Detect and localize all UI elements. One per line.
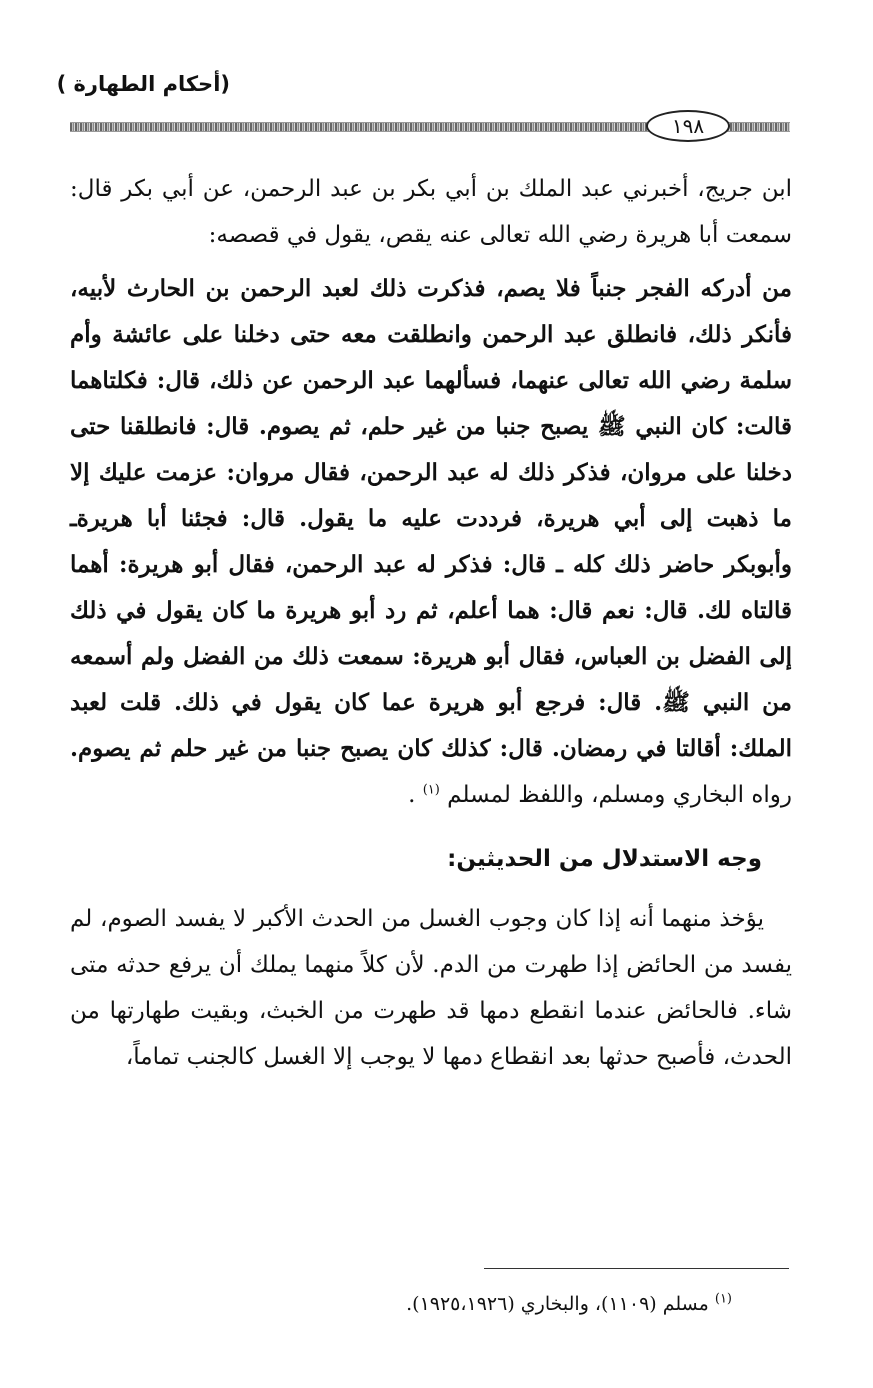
footnote-separator — [484, 1268, 789, 1269]
running-title: (أحكام الطهارة ) — [56, 72, 230, 96]
section-heading: وجه الاستدلال من الحديثين: — [447, 846, 762, 872]
paragraph-isnad: ابن جريج، أخبرني عبد الملك بن أبي بكر بن عبد الرحمن، عن أبي بكر قال: سمعت أبا هريرة رضي الله تعالى عنه يقص، يقول في قصصه: — [70, 176, 792, 248]
hadith-source: رواه البخاري ومسلم، واللفظ لمسلم — [447, 782, 792, 808]
main-text — [70, 166, 792, 1080]
footnote-text: مسلم (١١٠٩)، والبخاري (١٩٢٥،١٩٢٦). — [406, 1293, 709, 1315]
page-number: ١٩٨ — [646, 110, 730, 142]
hadith-text: من أدركه الفجر جنباً فلا يصم، فذكرت ذلك لعبد الرحمن بن الحارث لأبيه، فأنكر ذلك، فانطلق عبد الرحمن وانطلقت معه حتى دخلنا على عائشة وأم سلمة رضي الله تعالى عنهما، فسألهما عبد الرحمن عن ذلك، قال: فكلتاهما قالت: كان النبي ﷺ يصبح جنبا من غير حلم، ثم يصوم. قال: فانطلقنا حتى دخلنا على مروان، فذكر ذلك له عبد الرحمن، فقال مروان: عزمت عليك إلا ما ذهبت إلى أبي هريرة، فرددت عليه ما يقول. قال: فجئنا أبا هريرةـ وأبوبكر حاضر ذلك كله ـ قال: فذكر له عبد الرحمن، فقال أبو هريرة: أهما قالتاه لك. قال: نعم قال: هما أعلم، ثم رد أبو هريرة ما كان يقول في ذلك إلى الفضل بن العباس، فقال أبو هريرة: سمعت ذلك من الفضل ولم أسمعه من النبي ﷺ. قال: فرجع أبو هريرة عما كان يقول في ذلك. قلت لعبد الملك: أقالتا في رمضان. قال: كذلك كان يصبح جنبا من غير حلم ثم يصوم. — [70, 275, 792, 762]
footnote-reference: (١) — [422, 782, 440, 798]
hadith-end: . — [408, 782, 423, 808]
paragraph-inference: يؤخذ منهما أنه إذا كان وجوب الغسل من الحدث الأكبر لا يفسد الصوم، لم يفسد من الحائض إذا طهرت من الدم. لأن كلاً منهما يملك أن يرفع حدثه متى شاء. فالحائض عندما انقطع دمها قد طهرت من الخبث، وبقيت طهارتها من الحدث، فأصبح حدثها بعد انقطاع دمها لا يوجب إلا الغسل كالجنب تماماً، — [70, 906, 792, 1070]
footnote-marker: (١) — [714, 1291, 732, 1307]
paragraph-hadith — [70, 266, 792, 818]
footnote — [70, 1290, 732, 1318]
